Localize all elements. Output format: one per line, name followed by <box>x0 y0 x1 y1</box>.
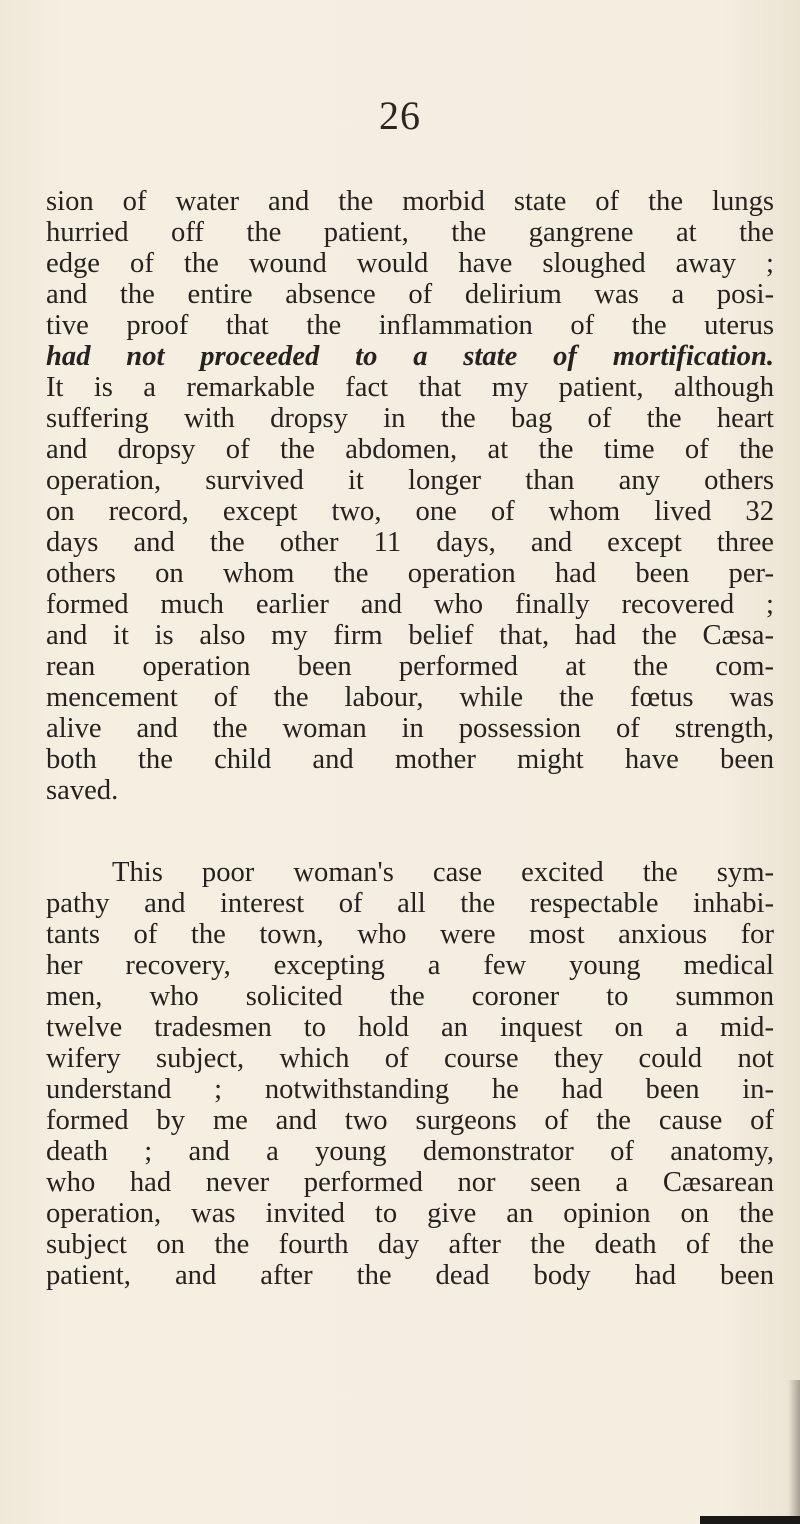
page-number: 26 <box>379 93 421 138</box>
text-line: subject on the fourth day after the death of the <box>46 1229 774 1260</box>
text-line: This poor woman's case excited the sym- <box>112 857 774 888</box>
text-line: and it is also my firm belief that, had the Cæsa- <box>46 620 774 651</box>
text-line: formed much earlier and who finally recovered ; <box>46 589 774 620</box>
paragraph-2 <box>46 857 774 1291</box>
text-line: mencement of the labour, while the fœtus was <box>46 682 774 713</box>
text-line: and dropsy of the abdomen, at the time of the <box>46 434 774 465</box>
text-line: wifery subject, which of course they could not <box>46 1043 774 1074</box>
text-line: operation, survived it longer than any others <box>46 465 774 496</box>
text-line: men, who solicited the coroner to summon <box>46 981 774 1012</box>
italic-phrase: had not proceeded to a state of mortification. <box>46 341 774 372</box>
scan-edge-mark <box>700 1516 800 1524</box>
text-line: operation, was invited to give an opinion on the <box>46 1198 774 1229</box>
text-line: tants of the town, who were most anxious for <box>46 919 774 950</box>
body-text <box>46 186 774 1291</box>
text-line: formed by me and two surgeons of the cause of <box>46 1105 774 1136</box>
text-line: pathy and interest of all the respectable inhabi- <box>46 888 774 919</box>
text-line: rean operation been performed at the com- <box>46 651 774 682</box>
text-line-italic <box>46 341 774 372</box>
text-line: twelve tradesmen to hold an inquest on a mid- <box>46 1012 774 1043</box>
text-line: tive proof that the inflammation of the uterus <box>46 310 774 341</box>
text-line: both the child and mother might have been <box>46 744 774 775</box>
text-line: suffering with dropsy in the bag of the heart <box>46 403 774 434</box>
text-line: It is a remarkable fact that my patient, although <box>46 372 774 403</box>
text-line: others on whom the operation had been per- <box>46 558 774 589</box>
text-line: patient, and after the dead body had been <box>46 1260 774 1291</box>
text-line: alive and the woman in possession of strength, <box>46 713 774 744</box>
text-line: edge of the wound would have sloughed away ; <box>46 248 774 279</box>
paragraph-gap <box>46 806 774 857</box>
text-line: on record, except two, one of whom lived 32 <box>46 496 774 527</box>
text-line: death ; and a young demonstrator of anatomy, <box>46 1136 774 1167</box>
paragraph-1 <box>46 186 774 806</box>
text-line: days and the other 11 days, and except three <box>46 527 774 558</box>
text-line: sion of water and the morbid state of the lungs <box>46 186 774 217</box>
text-line: who had never performed nor seen a Cæsarean <box>46 1167 774 1198</box>
text-line: and the entire absence of delirium was a posi- <box>46 279 774 310</box>
text-line: her recovery, excepting a few young medical <box>46 950 774 981</box>
page-edge-shadow <box>788 1380 800 1524</box>
text-line: saved. <box>46 775 119 806</box>
text-line: hurried off the patient, the gangrene at the <box>46 217 774 248</box>
text-line: understand ; notwithstanding he had been in- <box>46 1074 774 1105</box>
